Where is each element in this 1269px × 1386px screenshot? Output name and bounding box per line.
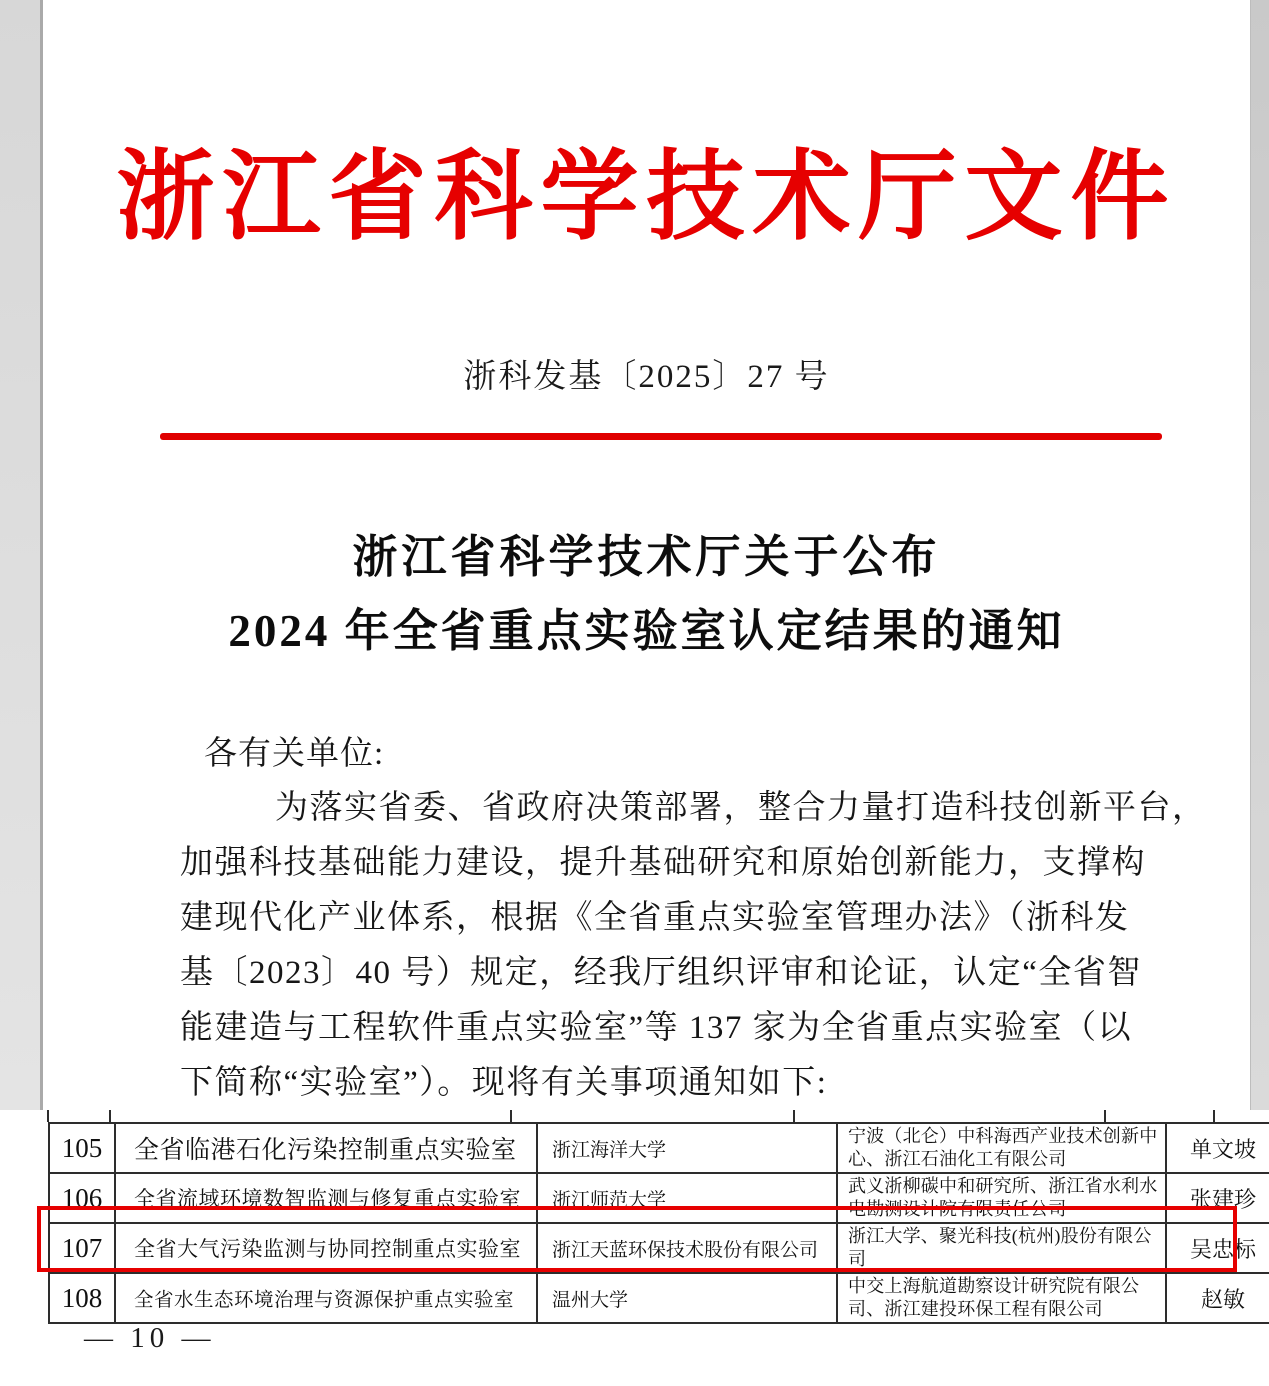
- salutation: 各有关单位:: [204, 736, 385, 772]
- body-line: 为落实省委、省政府决策部署，整合力量打造科技创新平台，: [275, 790, 1207, 826]
- row-number-cell: 106: [49, 1173, 115, 1223]
- host-institution-cell: 浙江海洋大学: [537, 1123, 837, 1173]
- table-crop-stub: [1213, 1110, 1215, 1122]
- body-line: 建现代化产业体系，根据《全省重点实验室管理办法》（浙科发: [180, 900, 1130, 936]
- partner-institutions-cell: 武义浙柳碳中和研究所、浙江省水利水电勘测设计院有限责任公司: [837, 1173, 1166, 1223]
- lab-name-cell: 全省流域环境数智监测与修复重点实验室: [115, 1173, 537, 1223]
- host-institution-cell: 温州大学: [537, 1273, 837, 1323]
- body-line: 能建造与工程软件重点实验室”等 137 家为全省重点实验室（以: [180, 1010, 1133, 1046]
- lab-name-cell: 全省大气污染监测与协同控制重点实验室: [115, 1223, 537, 1273]
- notice-title-line2: 2024 年全省重点实验室认定结果的通知: [228, 606, 1065, 656]
- body-paragraph: [180, 781, 1207, 1111]
- partner-institutions-cell: 中交上海航道勘察设计研究院有限公司、浙江建投环保工程有限公司: [837, 1273, 1166, 1323]
- lab-name-cell: 全省临港石化污染控制重点实验室: [115, 1123, 537, 1173]
- table-row-105: [49, 1123, 1269, 1173]
- table-crop-stub: [1104, 1110, 1106, 1122]
- page-number: — 10 —: [84, 1322, 216, 1354]
- director-name-cell: 赵敏: [1166, 1273, 1269, 1323]
- table-crop-stub: [793, 1110, 795, 1122]
- director-name-cell: 吴忠标: [1166, 1223, 1269, 1273]
- body-line: 加强科技基础能力建设，提升基础研究和原始创新能力，支撑构: [180, 845, 1146, 881]
- table-crop-stub: [47, 1110, 49, 1122]
- letterhead-title: 浙江省科学技术厅文件: [116, 144, 1177, 252]
- table-crop-stub: [510, 1110, 512, 1122]
- table-row-108: [49, 1273, 1269, 1323]
- director-name-cell: 张建珍: [1166, 1173, 1269, 1223]
- lab-name-cell: 全省水生态环境治理与资源保护重点实验室: [115, 1273, 537, 1323]
- document-number: 浙科发基〔2025〕27 号: [463, 359, 830, 395]
- scan-margin-right: [1250, 0, 1269, 1110]
- partner-institutions-cell: 宁波（北仑）中科海西产业技术创新中心、浙江石油化工有限公司: [837, 1123, 1166, 1173]
- row-number-cell: 105: [49, 1123, 115, 1173]
- row-107-highlight-box: [37, 1206, 1237, 1272]
- scan-margin-left: [0, 0, 43, 1110]
- row-number-cell: 107: [49, 1223, 115, 1273]
- body-line: 下简称“实验室”）。现将有关事项通知如下:: [180, 1065, 828, 1101]
- row-number-cell: 108: [49, 1273, 115, 1323]
- notice-title-line1: 浙江省科学技术厅关于公布: [352, 532, 941, 582]
- host-institution-cell: 浙江师范大学: [537, 1173, 837, 1223]
- body-line: 基〔2023〕40 号）规定，经我厅组织评审和论证，认定“全省智: [180, 955, 1142, 991]
- red-separator-rule: [160, 433, 1162, 440]
- director-name-cell: 单文坡: [1166, 1123, 1269, 1173]
- host-institution-cell: 浙江天蓝环保技术股份有限公司: [537, 1223, 837, 1273]
- partner-institutions-cell: 浙江大学、聚光科技(杭州)股份有限公司: [837, 1223, 1166, 1273]
- table-crop-stub: [109, 1110, 111, 1122]
